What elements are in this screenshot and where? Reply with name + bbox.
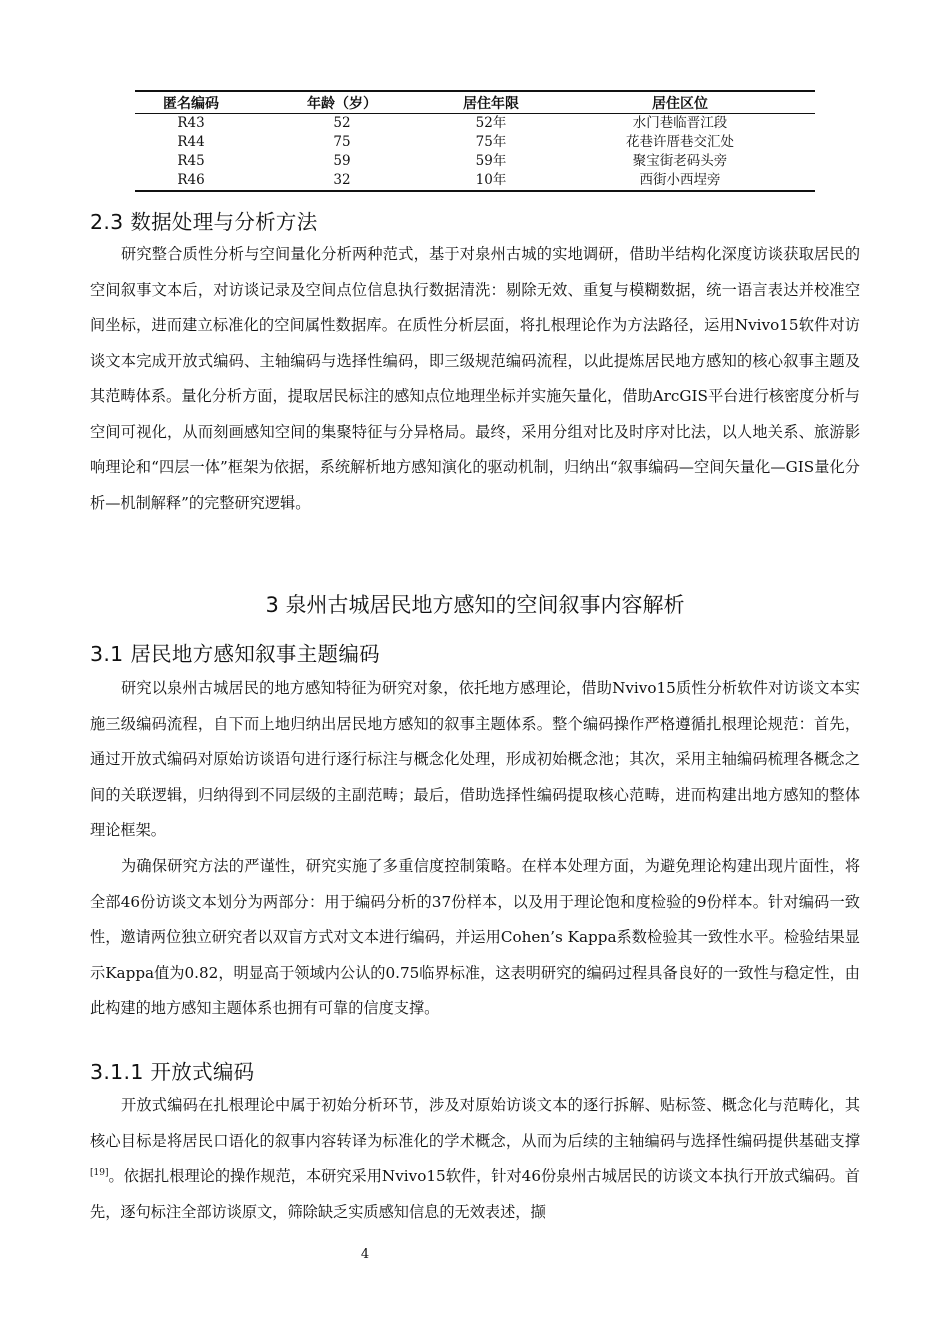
table-cell: R46: [135, 171, 247, 191]
table-cell: R43: [177, 115, 205, 131]
table-cell: R45: [177, 153, 205, 169]
table-row: [135, 152, 815, 171]
table-row: [135, 171, 815, 191]
table-cell: 10年: [437, 171, 545, 191]
section-heading-2-3: 2.3 数据处理与分析方法: [90, 210, 318, 234]
paragraph: 研究整合质性分析与空间量化分析两种范式，基于对泉州古城的实地调研，借助半结构化深度访谈获取居民的空间叙事文本后，对访谈记录及空间点位信息执行数据清洗：剔除无效、重复与模糊数据，统一语言表达并校准空间坐标，进而建立标准化的空间属性数据库。在质性分析层面，将扎根理论作为方法路径，运用Nvivo15软件对访谈文本完成开放式编码、主轴编码与选择性编码，即三级规范编码流程，以此提炼居民地方感知的核心叙事主题及其范畴体系。量化分析方面，提取居民标注的感知点位地理坐标并实施矢量化，借助ArcGIS平台进行核密度分析与空间可视化，从而刻画感知空间的集聚特征与分异格局。最终，采用分组对比及时序对比法，以人地关系、旅游影响理论和“四层一体”框架为依据，系统解析地方感知演化的驱动机制，归纳出“叙事编码—空间矢量化—GIS量化分析—机制解释”的完整研究逻辑。: [90, 245, 860, 512]
table-cell: 花巷许厝巷交汇处: [626, 134, 734, 150]
table-row: [135, 114, 815, 134]
table-cell: 59年: [475, 153, 507, 169]
table-cell: 52: [333, 115, 351, 131]
table-cell: 75: [333, 134, 351, 150]
table-cell: 32: [247, 171, 437, 191]
section-heading-3-1: 3.1 居民地方感知叙事主题编码: [90, 642, 380, 666]
table-cell: 聚宝街老码头旁: [632, 153, 728, 169]
table-header: 居住年限: [437, 91, 545, 114]
table-cell: 75年: [475, 134, 507, 150]
respondent-table: [135, 90, 815, 192]
paragraph: 为确保研究方法的严谨性，研究实施了多重信度控制策略。在样本处理方面，为避免理论构建出现片面性，将全部46份访谈文本划分为两部分：用于编码分析的37份样本，以及用于理论饱和度检验的9份样本。针对编码一致性，邀请两位独立研究者以双盲方式对文本进行编码，并运用Cohen’s Kappa系数检验其一致性水平。检验结果显示Kappa值为0.82，明显高于领域内公认的0.75临界标准，这表明研究的编码过程具备良好的一致性与稳定性，由此构建的地方感知主题体系也拥有可靠的信度支撑。: [90, 857, 860, 1017]
paragraph-text: 。依据扎根理论的操作规范，本研究采用Nvivo15软件，针对46份泉州古城居民的访谈文本执行开放式编码。首先，逐句标注全部访谈原文，筛除缺乏实质感知信息的无效表述，撷: [90, 1167, 860, 1221]
paragraph-text: 开放式编码在扎根理论中属于初始分析环节，涉及对原始访谈文本的逐行拆解、贴标签、概念化与范畴化，其核心目标是将居民口语化的叙事内容转译为标准化的学术概念，从而为后续的主轴编码与选择性编码提供基础支撑: [90, 1096, 860, 1150]
paragraph: 研究以泉州古城居民的地方感知特征为研究对象，依托地方感理论，借助Nvivo15质性分析软件对访谈文本实施三级编码流程，自下而上地归纳出居民地方感知的叙事主题体系。整个编码操作严格遵循扎根理论规范：首先，通过开放式编码对原始访谈语句进行逐行标注与概念化处理，形成初始概念池；其次，采用主轴编码梳理各概念之间的关联逻辑，归纳得到不同层级的主副范畴；最后，借助选择性编码提取核心范畴，进而构建出地方感知的整体理论框架。: [90, 679, 860, 839]
table-cell: 52年: [475, 115, 507, 131]
table-header: 匿名编码: [135, 91, 247, 114]
section-heading-3-1-1: 3.1.1 开放式编码: [90, 1060, 255, 1084]
table-header: 居住区位: [545, 91, 815, 114]
table-header-row: [135, 91, 815, 114]
chapter-heading-3: 3 泉州古城居民地方感知的空间叙事内容解析: [265, 593, 685, 617]
table-cell: 水门巷临晋江段: [632, 115, 728, 131]
paragraph: [90, 1088, 860, 1230]
table-header: 年龄（岁）: [247, 91, 437, 114]
table-row: [135, 133, 815, 152]
page-number: 4: [360, 1247, 370, 1262]
table-cell: 59: [333, 153, 351, 169]
citation-ref[interactable]: [19]: [90, 1167, 109, 1178]
table-cell: R44: [177, 134, 205, 150]
table-cell: 西街小西埕旁: [545, 171, 815, 191]
